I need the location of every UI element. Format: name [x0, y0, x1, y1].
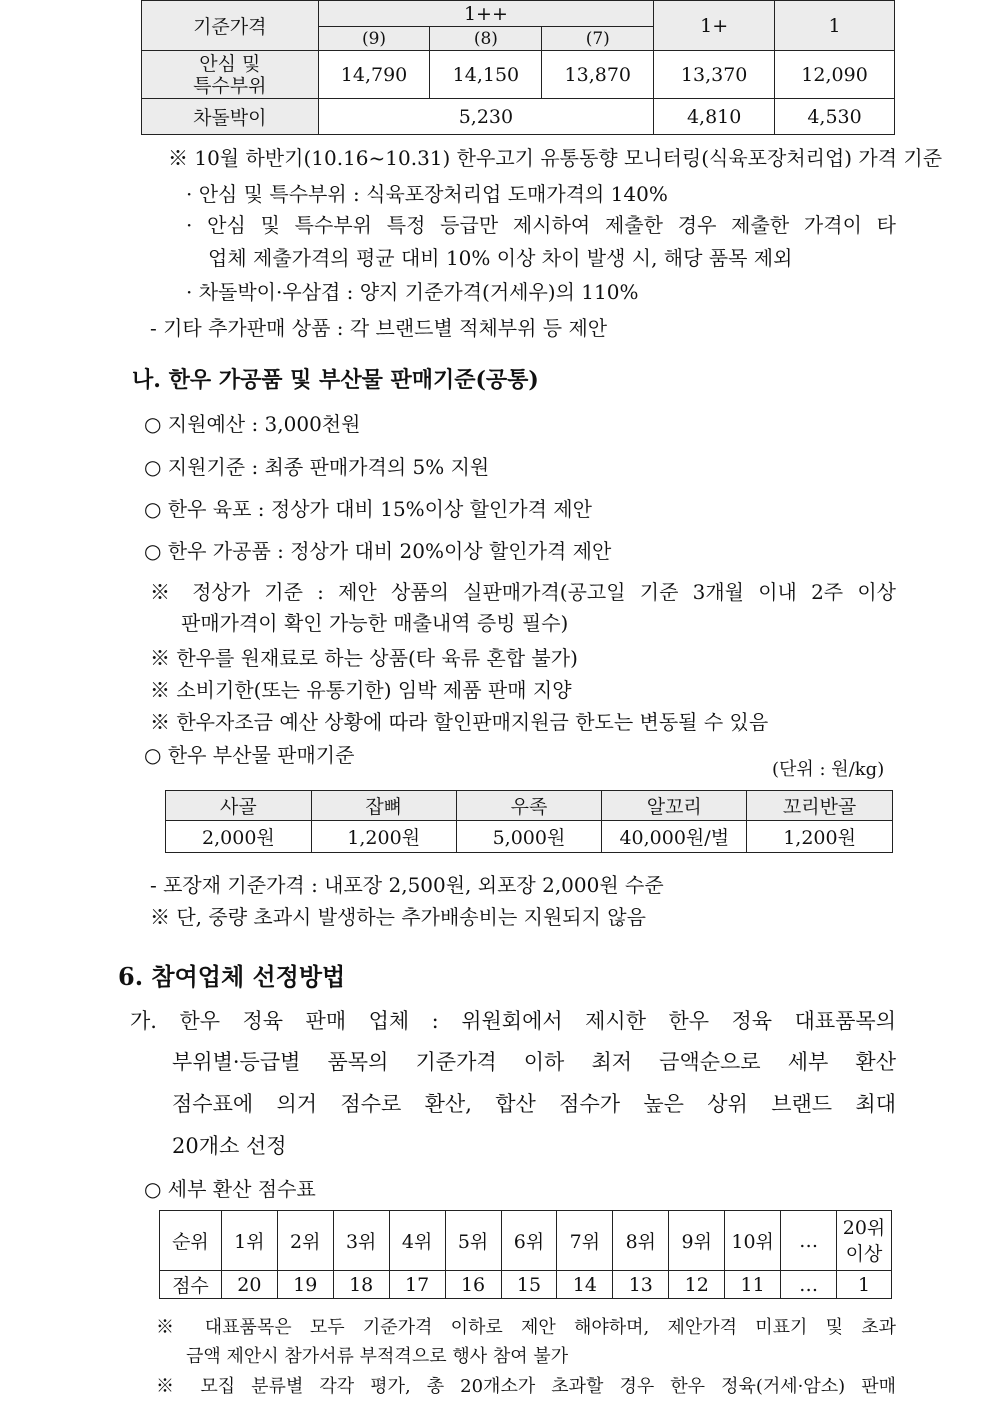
section-6-ga-line1: 가. 한우 정육 판매 업체 : 위원회에서 제시한 한우 정육 대표품목의	[130, 1009, 896, 1033]
note-representative-items-cont: 금액 제안시 참가서류 부적격으로 행사 참여 불가	[186, 1346, 569, 1367]
score-cell: 15	[501, 1271, 557, 1299]
grade-1p-header: 1+	[654, 1, 775, 51]
score-cell: 18	[333, 1271, 389, 1299]
sub-grade-9: (9)	[318, 27, 430, 51]
row-label-brisket: 차돌박이	[142, 99, 319, 135]
bullet-support-basis: ○ 지원기준 : 최종 판매가격의 5% 지원	[144, 455, 490, 479]
score-cell: 20	[221, 1271, 277, 1299]
remark-budget-limit: ※ 한우자조금 예산 상황에 따라 할인판매지원금 한도는 변동될 수 있음	[150, 710, 769, 734]
section-6-ga-line3: 점수표에 의거 점수로 환산, 합산 점수가 높은 상위 브랜드 최대	[172, 1092, 896, 1116]
price-cell: 12,090	[775, 51, 895, 99]
section-6-ga-line4: 20개소 선정	[172, 1134, 287, 1158]
row-label-tenderloin: 안심 및 특수부위	[142, 51, 319, 99]
price-cell: 13,370	[654, 51, 775, 99]
score-cell: 1	[837, 1271, 892, 1299]
sub-grade-8: (8)	[430, 27, 542, 51]
byproduct-header: 꼬리반골	[747, 791, 893, 821]
bullet-budget: ○ 지원예산 : 3,000천원	[144, 412, 361, 436]
remark-expiry: ※ 소비기한(또는 유통기한) 임박 제품 판매 지양	[150, 678, 572, 702]
rank-cell: 3위	[333, 1211, 389, 1271]
score-cell: 11	[725, 1271, 781, 1299]
score-cell: 14	[557, 1271, 613, 1299]
score-cell: 16	[445, 1271, 501, 1299]
note-representative-items: ※ 대표품목은 모두 기준가격 이하로 제안 해야하며, 제안가격 미표기 및 초과	[156, 1317, 896, 1338]
section-na-title: 나. 한우 가공품 및 부산물 판매기준(공통)	[132, 367, 539, 393]
price-cell: 4,810	[654, 99, 775, 135]
score-table-label: ○ 세부 환산 점수표	[144, 1177, 316, 1201]
byproduct-header: 잡뼈	[311, 791, 456, 821]
byproduct-header: 사골	[166, 791, 312, 821]
score-cell: 17	[389, 1271, 445, 1299]
note-exclusion-rule: · 안심 및 특수부위 특정 등급만 제시하여 제출한 경우 제출한 가격이 타	[186, 213, 896, 237]
byproduct-price: 40,000원/벌	[602, 821, 747, 853]
rank-cell: …	[781, 1211, 837, 1271]
byproduct-price: 1,200원	[311, 821, 456, 853]
rank-cell: 6위	[501, 1211, 557, 1271]
price-table	[141, 0, 895, 135]
note-evaluation: ※ 모집 분류별 각각 평가, 총 20개소가 초과할 경우 한우 정육(거세·암소) 판매	[156, 1376, 896, 1397]
byproduct-price: 1,200원	[747, 821, 893, 853]
section-6-title: 6. 참여업체 선정방법	[118, 962, 346, 991]
section-6-ga-line2: 부위별·등급별 품목의 기준가격 이하 최저 금액순으로 세부 환산	[172, 1050, 896, 1074]
price-cell: 5,230	[318, 99, 654, 135]
byproduct-table	[165, 790, 893, 853]
score-cell: 19	[277, 1271, 333, 1299]
rank-cell: 8위	[613, 1211, 669, 1271]
score-table	[159, 1210, 892, 1299]
byproduct-price: 2,000원	[166, 821, 312, 853]
byproduct-header: 우족	[456, 791, 602, 821]
note-reference-period: ※ 10월 하반기(10.16~10.31) 한우고기 유통동향 모니터링(식육포장처리업) 가격 기준	[168, 146, 943, 170]
score-cell: 12	[669, 1271, 725, 1299]
remark-regular-price-cont: 판매가격이 확인 가능한 매출내역 증빙 필수)	[181, 611, 569, 635]
note-tenderloin-rule: · 안심 및 특수부위 : 식육포장처리업 도매가격의 140%	[186, 182, 668, 206]
score-cell: 13	[613, 1271, 669, 1299]
note-exclusion-rule-cont: 업체 제출가격의 평균 대비 10% 이상 차이 발생 시, 해당 품목 제외	[208, 246, 793, 270]
price-cell: 13,870	[542, 51, 654, 99]
price-cell: 14,150	[430, 51, 542, 99]
note-other-products: - 기타 추가판매 상품 : 각 브랜드별 적체부위 등 제안	[150, 316, 608, 340]
byproduct-price: 5,000원	[456, 821, 602, 853]
rank-cell: 7위	[557, 1211, 613, 1271]
unit-label: (단위 : 원/kg)	[772, 759, 885, 780]
score-label: 점수	[160, 1271, 222, 1299]
rank-cell: 5위	[445, 1211, 501, 1271]
bullet-jerky: ○ 한우 육포 : 정상가 대비 15%이상 할인가격 제안	[144, 497, 592, 521]
note-shipping: ※ 단, 중량 초과시 발생하는 추가배송비는 지원되지 않음	[150, 905, 646, 929]
bullet-byproduct: ○ 한우 부산물 판매기준	[144, 743, 355, 767]
bullet-processed: ○ 한우 가공품 : 정상가 대비 20%이상 할인가격 제안	[144, 539, 612, 563]
note-packaging: - 포장재 기준가격 : 내포장 2,500원, 외포장 2,000원 수준	[150, 873, 664, 897]
score-cell: …	[781, 1271, 837, 1299]
byproduct-header: 알꼬리	[602, 791, 747, 821]
rank-cell: 2위	[277, 1211, 333, 1271]
remark-regular-price: ※ 정상가 기준 : 제안 상품의 실판매가격(공고일 기준 3개월 이내 2주 이상	[150, 580, 896, 604]
rank-cell: 9위	[669, 1211, 725, 1271]
rank-cell: 4위	[389, 1211, 445, 1271]
price-header-label: 기준가격	[142, 1, 319, 51]
price-cell: 14,790	[318, 51, 430, 99]
grade-1-header: 1	[775, 1, 895, 51]
rank-cell: 20위 이상	[837, 1211, 892, 1271]
rank-cell: 1위	[221, 1211, 277, 1271]
grade-1pp-header: 1++	[318, 1, 654, 27]
price-cell: 4,530	[775, 99, 895, 135]
rank-cell: 10위	[725, 1211, 781, 1271]
rank-label: 순위	[160, 1211, 222, 1271]
remark-raw-material: ※ 한우를 원재료로 하는 상품(타 육류 혼합 불가)	[150, 646, 578, 670]
note-brisket-rule: · 차돌박이·우삼겹 : 양지 기준가격(거세우)의 110%	[186, 280, 639, 304]
sub-grade-7: (7)	[542, 27, 654, 51]
